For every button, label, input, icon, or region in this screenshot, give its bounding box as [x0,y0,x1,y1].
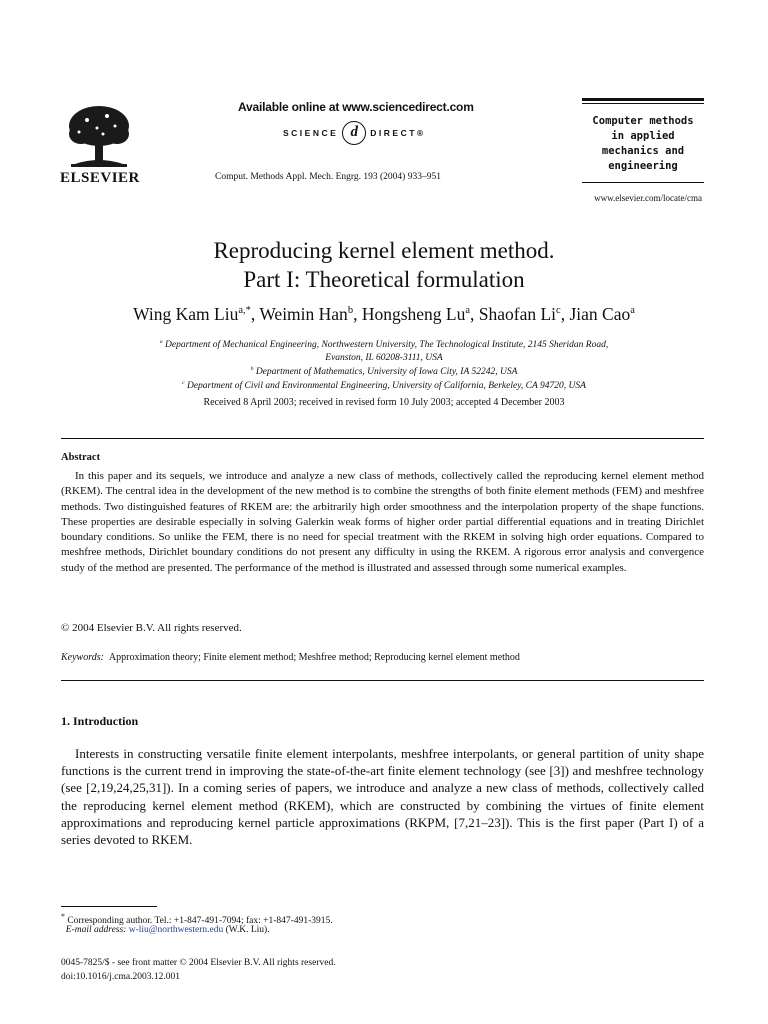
sd-right: DIRECT® [370,128,426,138]
rule [582,103,704,104]
author-name: Shaofan Li [478,304,557,324]
title-line: Part I: Theoretical formulation [243,267,525,292]
journal-title-box [582,98,704,183]
doi-line[interactable]: doi:10.1016/j.cma.2003.12.001 [61,972,181,982]
divider [61,680,704,681]
author-sep: , [250,304,260,324]
author-sup: a [630,305,635,317]
intro-paragraph: Interests in constructing versatile finite element interpolants, meshfree interpolants, or general partition of unity shape functions is the current trend in improving the state-of-the-art finite element technology (see [3]) and meshfree technology (see [2,19,24,25,31]). In a coming series of papers, we introduce and analyze a new class of methods, collectively called the reproducing kernel element method (RKEM), which are constructed by combining the virtues of finite element approximations and reproducing kernel particle approximations (RKPM, [7,21–23]). This is the first paper (Part I) of a series devoted to RKEM. [61,746,704,848]
aff-sup: b [250,366,254,372]
email-label: E-mail address: [65,925,127,935]
aff-text: Department of Civil and Environmental Engineering, University of California, Berkeley, CA 94720, USA [186,381,586,392]
author-sup: b [347,305,354,317]
abstract-text: In this paper and its sequels, we introduce and analyze a new class of methods, collectively called the reproducing kernel element method (RKEM). The central idea in the development of the new method is to combine the strengths of both finite element methods (FEM) and meshfree methods. Two distinguished features of RKEM are: the arbitrarily high order smoothness and the interpolation property of the shape functions. These properties are desirable especially in solving Galerkin weak forms of higher order partial differential equations and in treating Dirichlet boundary conditions. So unlike the FEM, there is no need for special treatment with the RKEM in solving high order equations. Compared to meshfree methods, Dirichlet boundary conditions do not present any difficulty in using the RKEM. A rigorous error analysis and convergence study of the method are presented. The performance of the method is illustrated and assessed through some numerical examples. [61,470,704,574]
author-sup: a,* [238,305,251,317]
affiliation-c [0,377,768,393]
at-icon: d [342,121,366,145]
divider [61,438,704,439]
keywords-text: Approximation theory; Finite element method; Meshfree method; Reproducing kernel element method [108,652,520,663]
author-sep: , [353,304,362,324]
aff-sup: a [159,339,163,345]
author-name: Jian Cao [569,304,631,324]
tree-icon [67,104,131,168]
aff-text: Evanston, IL 60208-3111, USA [325,353,443,364]
author-sep: , [470,304,479,324]
footnote-email [61,924,270,937]
keywords [61,652,520,663]
author-list [0,304,768,325]
journal-citation: Comput. Methods Appl. Mech. Engrg. 193 (2004) 933–951 [215,172,441,182]
affiliation-a [0,336,768,365]
keywords-label: Keywords: [61,652,104,663]
author-name: Hongsheng Lu [361,304,466,324]
elsevier-logo [60,104,138,187]
copyright: © 2004 Elsevier B.V. All rights reserved. [61,622,242,634]
footnote-text: Corresponding author. Tel.: +1-847-491-7094; fax: +1-847-491-3915. [67,916,333,927]
aff-text: Department of Mathematics, University of Iowa City, IA 52242, USA [255,367,518,378]
rule [582,182,704,183]
sd-left: SCIENCE [283,128,339,138]
aff-sup: c [182,380,185,386]
received-dates: Received 8 April 2003; received in revised form 10 July 2003; accepted 4 December 2003 [203,397,565,408]
journal-name-line: in applied [611,130,675,142]
author-name: Wing Kam Liu [133,304,239,324]
author-name: Weimin Han [259,304,348,324]
author-sup: a [465,305,471,317]
publisher-name: ELSEVIER [60,170,140,186]
title-line: Reproducing kernel element method. [213,238,555,263]
email-link[interactable]: w-liu@northwestern.edu [128,925,224,935]
author-sep: , [560,304,570,324]
footnote-star: * [61,912,65,921]
email-suffix: (W.K. Liu). [225,925,270,935]
aff-text: Department of Mechanical Engineering, Northwestern University, The Technological Institute, 2145 Sheridan Road, [165,340,609,351]
author-sup: c [556,305,561,317]
journal-url: www.elsevier.com/locate/cma [594,193,702,203]
issn-line: 0045-7825/$ - see front matter © 2004 Elsevier B.V. All rights reserved. [61,958,336,968]
section-heading: 1. Introduction [61,714,139,728]
abstract-heading: Abstract [61,452,101,463]
sciencedirect-logo [283,121,426,145]
journal-name-line: mechanics and [601,145,685,157]
rule [582,98,704,101]
paper-title [0,236,768,294]
journal-name-line: engineering [608,160,678,172]
available-online: Available online at www.sciencedirect.com [238,100,474,114]
journal-name-line: Computer methods [592,115,694,127]
footnote-rule [61,906,157,907]
